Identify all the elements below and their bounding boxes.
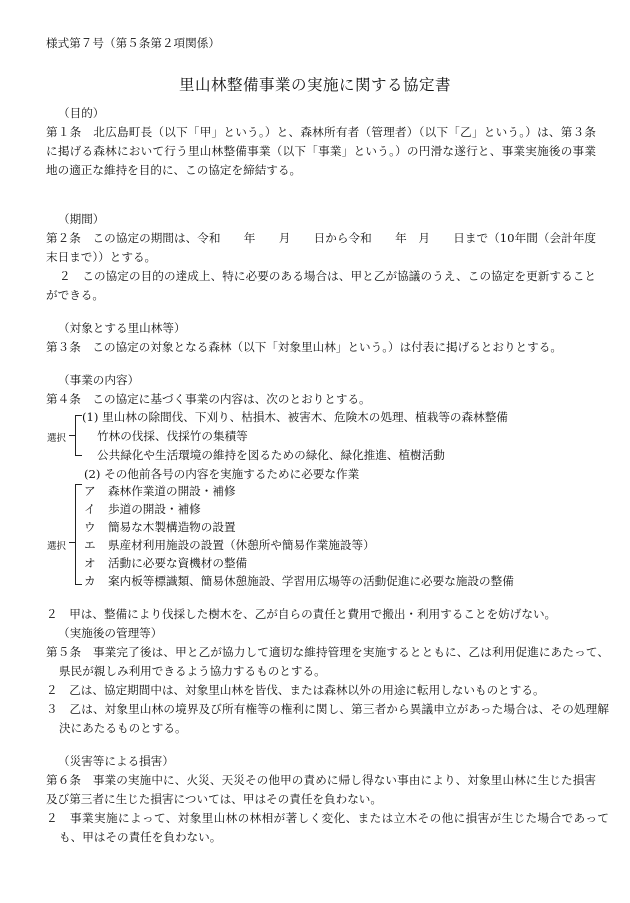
- group2-text-3: 簡易な木製構造物の設置: [108, 520, 236, 534]
- article-5-para-2: ２ 乙は、協定期間中は、対象里山林を皆伐、または森林以外の用途に転用しないものとする。: [46, 683, 545, 697]
- heading-purpose: （目的）: [58, 106, 105, 120]
- heading-management: （実施後の管理等）: [58, 626, 163, 640]
- group2-mark-6: カ: [84, 574, 96, 588]
- group2-mark-4: エ: [84, 538, 96, 552]
- group2-mark-5: オ: [84, 556, 96, 570]
- heading-target: （対象とする里山林等）: [58, 321, 186, 335]
- select-label-1: 選択: [47, 433, 67, 444]
- group1-item-2: 竹林の伐採、伐採竹の集積等: [97, 429, 248, 443]
- article-1: 第１条 北広島町長（以下「甲」という。）と、森林所有者（管理者）（以下「乙」という。）は、第３条に掲げる森林において行う里山林整備事業（以下「事業」という。）の円滑な遂行と、事業実施後の事業地の適正な維持を目的に、この協定を締結する。: [46, 125, 596, 177]
- group2-mark-2: イ: [84, 502, 96, 516]
- article-5-para-3: ３ 乙は、対象里山林の境界及び所有権等の権利に関し、第三者から異議申立があった場合は、その処理解決にあたるものとする。: [46, 702, 609, 735]
- form-number: 様式第７号（第５条第２項関係）: [46, 36, 220, 50]
- brace-2-bottom: [75, 584, 82, 585]
- document-title: 里山林整備事業の実施に関する協定書: [178, 76, 451, 94]
- group2-mark-3: ウ: [84, 520, 96, 534]
- heading-disaster: （災害等による損害）: [58, 754, 174, 768]
- brace-1-top: [75, 415, 82, 416]
- group2-text-4: 県産材利用施設の設置（休憩所や簡易作業施設等）: [108, 538, 375, 552]
- article-2-para-2: ２ この協定の目的の達成上、特に必要のある場合は、甲と乙が協議のうえ、この協定を更新することができる。: [46, 269, 596, 302]
- article-4-para-2: ２ 甲は、整備により伐採した樹木を、乙が自らの責任と費用で搬出・利用することを妨げない。: [46, 607, 557, 621]
- brace-1-nub: [69, 435, 75, 436]
- group2-text-1: 森林作業道の開設・補修: [108, 484, 236, 498]
- brace-1-bottom: [75, 455, 82, 456]
- group2-text-2: 歩道の開設・補修: [108, 502, 201, 516]
- group2-text-6: 案内板等標識類、簡易休憩施設、学習用広場等の活動促進に必要な施設の整備: [108, 574, 514, 588]
- brace-2-nub: [69, 542, 75, 543]
- group2-text-5: 活動に必要な資機材の整備: [108, 556, 248, 570]
- group2-mark-1: ア: [84, 484, 96, 498]
- article-4-intro: 第４条 この協定に基づく事業の内容は、次のとおりとする。: [46, 392, 371, 406]
- article-3: 第３条 この協定の対象となる森林（以下「対象里山林」という。）は付表に掲げるとおりとする。: [46, 340, 562, 354]
- group1-item-1: (1) 里山林の除間伐、下刈り、枯損木、被害木、危険木の処理、植栽等の森林整備: [82, 410, 508, 424]
- article-5: 第５条 事業完了後は、甲と乙が協力して適切な維持管理を実施するとともに、乙は利用促進にあたって、県民が親しみ利用できるよう協力するものとする。: [46, 645, 609, 678]
- select-label-2: 選択: [47, 541, 67, 552]
- article-6: 第６条 事業の実施中に、火災、天災その他甲の責めに帰し得ない事由により、対象里山林に生じた損害及び第三者に生じた損害については、甲はその責任を負わない。: [46, 773, 596, 806]
- heading-period: （期間）: [58, 212, 105, 226]
- group1-item-3: 公共緑化や生活環境の維持を図るための緑化、緑化推進、植樹活動: [97, 448, 445, 462]
- article-6-para-2: ２ 事業実施によって、対象里山林の林相が著しく変化、または立木その他に損害が生じた場合であっても、甲はその責任を負わない。: [46, 811, 609, 844]
- item-2: (2) その他前各号の内容を実施するために必要な作業: [84, 467, 360, 481]
- brace-1: [75, 415, 76, 455]
- article-2: 第２条 この協定の期間は、令和 年 月 日から令和 年 月 日まで（10年間（会計年度末日まで））とする。: [46, 231, 596, 264]
- heading-content: （事業の内容）: [58, 373, 140, 387]
- brace-2: [75, 484, 76, 584]
- brace-2-top: [75, 484, 82, 485]
